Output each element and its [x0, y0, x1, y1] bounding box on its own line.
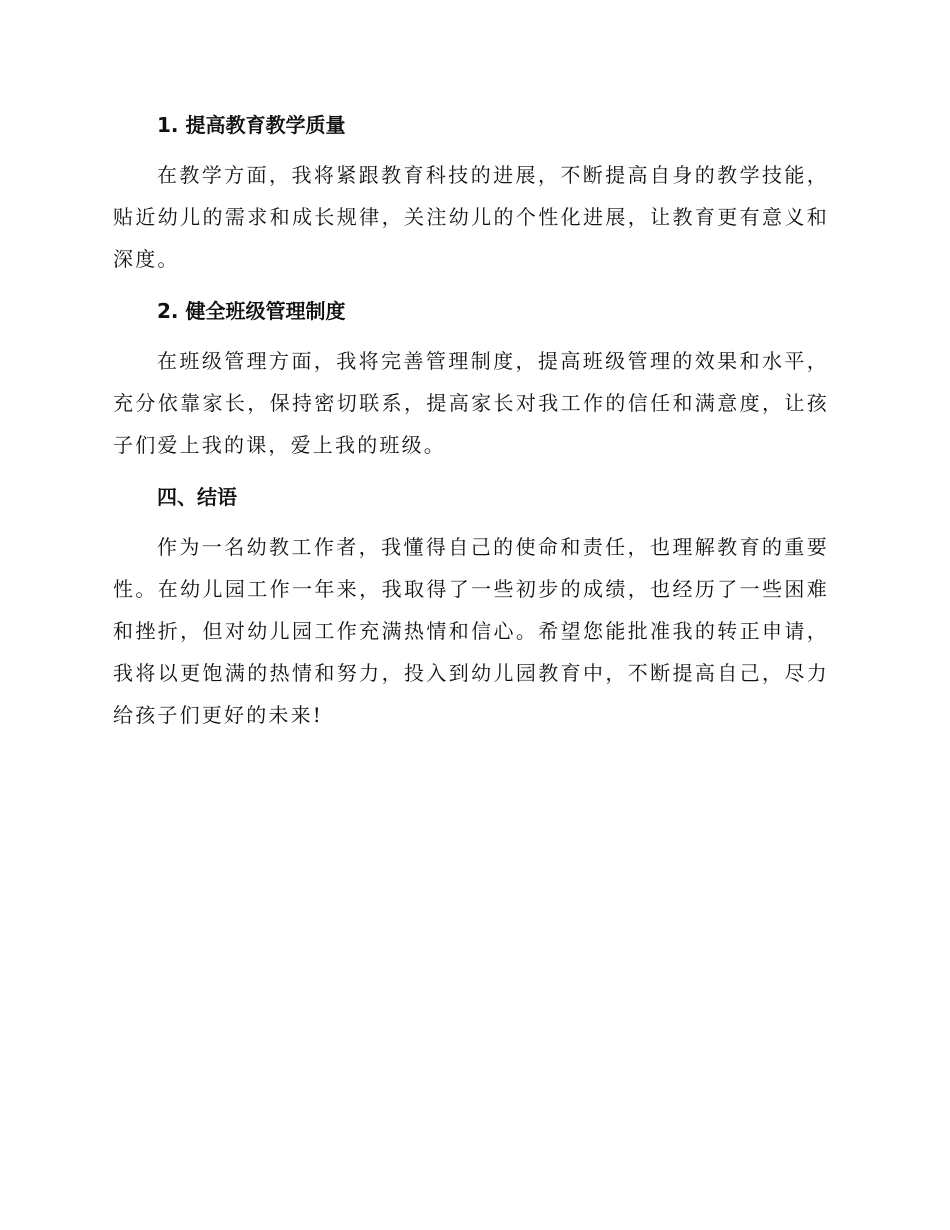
document-body	[113, 104, 829, 736]
section-paragraph-class-management: 在班级管理方面，我将完善管理制度，提高班级管理的效果和水平，充分依靠家长，保持密切联系，提高家长对我工作的信任和满意度，让孩子们爱上我的课，爱上我的班级。	[113, 349, 829, 457]
section-heading-teaching-quality: 1. 提高教育教学质量	[157, 113, 346, 137]
section-paragraph-conclusion: 作为一名幼教工作者，我懂得自己的使命和责任，也理解教育的重要性。在幼儿园工作一年来，我取得了一些初步的成绩，也经历了一些困难和挫折，但对幼儿园工作充满热情和信心。希望您能批准我的转正申请，我将以更饱满的热情和努力，投入到幼儿园教育中，不断提高自己，尽力给孩子们更好的未来!	[113, 535, 829, 727]
section-heading-conclusion: 四、结语	[157, 485, 237, 509]
section-heading-class-management: 2. 健全班级管理制度	[157, 299, 346, 323]
section-paragraph-teaching-quality: 在教学方面，我将紧跟教育科技的进展，不断提高自身的教学技能，贴近幼儿的需求和成长规律，关注幼儿的个性化进展，让教育更有意义和深度。	[113, 163, 829, 271]
